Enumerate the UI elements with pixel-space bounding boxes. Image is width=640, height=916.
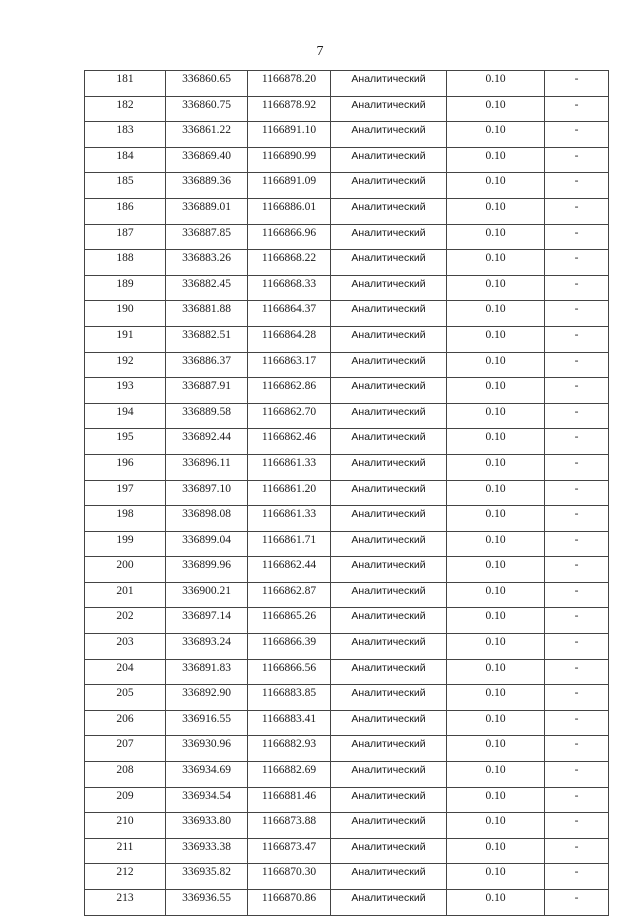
y-coordinate-cell: 1166864.37 — [248, 301, 331, 327]
accuracy-cell: 0.10 — [447, 813, 545, 839]
note-cell: - — [545, 685, 609, 711]
x-coordinate-cell: 336889.01 — [166, 198, 248, 224]
method-cell: Аналитический — [331, 736, 447, 762]
table-row — [85, 429, 609, 455]
point-number-cell: 209 — [85, 787, 166, 813]
method-cell: Аналитический — [331, 454, 447, 480]
accuracy-cell: 0.10 — [447, 198, 545, 224]
y-coordinate-cell: 1166862.46 — [248, 429, 331, 455]
x-coordinate-cell: 336896.11 — [166, 454, 248, 480]
point-number-cell: 206 — [85, 710, 166, 736]
method-cell: Аналитический — [331, 173, 447, 199]
y-coordinate-cell: 1166883.85 — [248, 685, 331, 711]
table-row — [85, 582, 609, 608]
note-cell: - — [545, 787, 609, 813]
note-cell: - — [545, 96, 609, 122]
x-coordinate-cell: 336935.82 — [166, 864, 248, 890]
note-cell: - — [545, 301, 609, 327]
table-row — [85, 531, 609, 557]
accuracy-cell: 0.10 — [447, 890, 545, 916]
point-number-cell: 203 — [85, 634, 166, 660]
point-number-cell: 191 — [85, 326, 166, 352]
table-row — [85, 198, 609, 224]
method-cell: Аналитический — [331, 250, 447, 276]
x-coordinate-cell: 336892.44 — [166, 429, 248, 455]
table-row — [85, 659, 609, 685]
x-coordinate-cell: 336897.14 — [166, 608, 248, 634]
table-row — [85, 224, 609, 250]
table-row — [85, 403, 609, 429]
note-cell: - — [545, 838, 609, 864]
y-coordinate-cell: 1166866.39 — [248, 634, 331, 660]
note-cell: - — [545, 813, 609, 839]
accuracy-cell: 0.10 — [447, 71, 545, 97]
y-coordinate-cell: 1166863.17 — [248, 352, 331, 378]
accuracy-cell: 0.10 — [447, 378, 545, 404]
table-row — [85, 864, 609, 890]
x-coordinate-cell: 336898.08 — [166, 506, 248, 532]
point-number-cell: 195 — [85, 429, 166, 455]
note-cell: - — [545, 557, 609, 583]
point-number-cell: 186 — [85, 198, 166, 224]
method-cell: Аналитический — [331, 506, 447, 532]
accuracy-cell: 0.10 — [447, 480, 545, 506]
point-number-cell: 201 — [85, 582, 166, 608]
point-number-cell: 197 — [85, 480, 166, 506]
accuracy-cell: 0.10 — [447, 557, 545, 583]
table-row — [85, 378, 609, 404]
method-cell: Аналитический — [331, 582, 447, 608]
table-row — [85, 454, 609, 480]
accuracy-cell: 0.10 — [447, 762, 545, 788]
method-cell: Аналитический — [331, 890, 447, 916]
y-coordinate-cell: 1166866.56 — [248, 659, 331, 685]
note-cell: - — [545, 250, 609, 276]
note-cell: - — [545, 480, 609, 506]
method-cell: Аналитический — [331, 608, 447, 634]
note-cell: - — [545, 454, 609, 480]
note-cell: - — [545, 710, 609, 736]
method-cell: Аналитический — [331, 275, 447, 301]
accuracy-cell: 0.10 — [447, 531, 545, 557]
method-cell: Аналитический — [331, 838, 447, 864]
note-cell: - — [545, 275, 609, 301]
accuracy-cell: 0.10 — [447, 96, 545, 122]
x-coordinate-cell: 336930.96 — [166, 736, 248, 762]
point-number-cell: 188 — [85, 250, 166, 276]
note-cell: - — [545, 608, 609, 634]
x-coordinate-cell: 336916.55 — [166, 710, 248, 736]
x-coordinate-cell: 336892.90 — [166, 685, 248, 711]
y-coordinate-cell: 1166862.86 — [248, 378, 331, 404]
table-row — [85, 557, 609, 583]
method-cell: Аналитический — [331, 429, 447, 455]
point-number-cell: 213 — [85, 890, 166, 916]
accuracy-cell: 0.10 — [447, 787, 545, 813]
y-coordinate-cell: 1166881.46 — [248, 787, 331, 813]
note-cell: - — [545, 71, 609, 97]
accuracy-cell: 0.10 — [447, 147, 545, 173]
table-row — [85, 147, 609, 173]
point-number-cell: 204 — [85, 659, 166, 685]
y-coordinate-cell: 1166868.22 — [248, 250, 331, 276]
x-coordinate-cell: 336899.04 — [166, 531, 248, 557]
x-coordinate-cell: 336897.10 — [166, 480, 248, 506]
y-coordinate-cell: 1166866.96 — [248, 224, 331, 250]
table-row — [85, 736, 609, 762]
method-cell: Аналитический — [331, 762, 447, 788]
accuracy-cell: 0.10 — [447, 864, 545, 890]
x-coordinate-cell: 336883.26 — [166, 250, 248, 276]
method-cell: Аналитический — [331, 787, 447, 813]
method-cell: Аналитический — [331, 480, 447, 506]
y-coordinate-cell: 1166862.44 — [248, 557, 331, 583]
method-cell: Аналитический — [331, 557, 447, 583]
table-row — [85, 787, 609, 813]
point-number-cell: 200 — [85, 557, 166, 583]
y-coordinate-cell: 1166878.20 — [248, 71, 331, 97]
method-cell: Аналитический — [331, 96, 447, 122]
accuracy-cell: 0.10 — [447, 582, 545, 608]
point-number-cell: 199 — [85, 531, 166, 557]
y-coordinate-cell: 1166862.70 — [248, 403, 331, 429]
y-coordinate-cell: 1166883.41 — [248, 710, 331, 736]
note-cell: - — [545, 864, 609, 890]
accuracy-cell: 0.10 — [447, 352, 545, 378]
table-row — [85, 173, 609, 199]
table-row — [85, 762, 609, 788]
method-cell: Аналитический — [331, 685, 447, 711]
x-coordinate-cell: 336900.21 — [166, 582, 248, 608]
point-number-cell: 181 — [85, 71, 166, 97]
table-body — [85, 71, 609, 916]
point-number-cell: 211 — [85, 838, 166, 864]
x-coordinate-cell: 336934.69 — [166, 762, 248, 788]
point-number-cell: 193 — [85, 378, 166, 404]
note-cell: - — [545, 736, 609, 762]
note-cell: - — [545, 352, 609, 378]
accuracy-cell: 0.10 — [447, 710, 545, 736]
accuracy-cell: 0.10 — [447, 429, 545, 455]
table-row — [85, 634, 609, 660]
accuracy-cell: 0.10 — [447, 173, 545, 199]
point-number-cell: 187 — [85, 224, 166, 250]
accuracy-cell: 0.10 — [447, 403, 545, 429]
y-coordinate-cell: 1166890.99 — [248, 147, 331, 173]
accuracy-cell: 0.10 — [447, 454, 545, 480]
note-cell: - — [545, 762, 609, 788]
x-coordinate-cell: 336891.83 — [166, 659, 248, 685]
y-coordinate-cell: 1166873.47 — [248, 838, 331, 864]
x-coordinate-cell: 336860.65 — [166, 71, 248, 97]
table-row — [85, 480, 609, 506]
note-cell: - — [545, 147, 609, 173]
note-cell: - — [545, 429, 609, 455]
y-coordinate-cell: 1166882.93 — [248, 736, 331, 762]
note-cell: - — [545, 224, 609, 250]
method-cell: Аналитический — [331, 71, 447, 97]
point-number-cell: 192 — [85, 352, 166, 378]
point-number-cell: 208 — [85, 762, 166, 788]
table-row — [85, 96, 609, 122]
note-cell: - — [545, 198, 609, 224]
x-coordinate-cell: 336936.55 — [166, 890, 248, 916]
point-number-cell: 184 — [85, 147, 166, 173]
y-coordinate-cell: 1166878.92 — [248, 96, 331, 122]
note-cell: - — [545, 173, 609, 199]
table-row — [85, 301, 609, 327]
method-cell: Аналитический — [331, 864, 447, 890]
table-row — [85, 250, 609, 276]
table-row — [85, 275, 609, 301]
table-row — [85, 326, 609, 352]
note-cell: - — [545, 890, 609, 916]
x-coordinate-cell: 336899.96 — [166, 557, 248, 583]
table-row — [85, 710, 609, 736]
x-coordinate-cell: 336860.75 — [166, 96, 248, 122]
x-coordinate-cell: 336934.54 — [166, 787, 248, 813]
point-number-cell: 210 — [85, 813, 166, 839]
method-cell: Аналитический — [331, 378, 447, 404]
table-row — [85, 890, 609, 916]
method-cell: Аналитический — [331, 224, 447, 250]
x-coordinate-cell: 336933.38 — [166, 838, 248, 864]
point-number-cell: 190 — [85, 301, 166, 327]
method-cell: Аналитический — [331, 531, 447, 557]
x-coordinate-cell: 336889.36 — [166, 173, 248, 199]
accuracy-cell: 0.10 — [447, 275, 545, 301]
note-cell: - — [545, 634, 609, 660]
table-row — [85, 838, 609, 864]
method-cell: Аналитический — [331, 403, 447, 429]
x-coordinate-cell: 336887.91 — [166, 378, 248, 404]
x-coordinate-cell: 336861.22 — [166, 122, 248, 148]
method-cell: Аналитический — [331, 659, 447, 685]
y-coordinate-cell: 1166891.10 — [248, 122, 331, 148]
y-coordinate-cell: 1166873.88 — [248, 813, 331, 839]
y-coordinate-cell: 1166861.33 — [248, 454, 331, 480]
y-coordinate-cell: 1166882.69 — [248, 762, 331, 788]
accuracy-cell: 0.10 — [447, 506, 545, 532]
x-coordinate-cell: 336869.40 — [166, 147, 248, 173]
accuracy-cell: 0.10 — [447, 634, 545, 660]
point-number-cell: 205 — [85, 685, 166, 711]
x-coordinate-cell: 336881.88 — [166, 301, 248, 327]
method-cell: Аналитический — [331, 147, 447, 173]
method-cell: Аналитический — [331, 326, 447, 352]
y-coordinate-cell: 1166870.30 — [248, 864, 331, 890]
point-number-cell: 189 — [85, 275, 166, 301]
method-cell: Аналитический — [331, 352, 447, 378]
accuracy-cell: 0.10 — [447, 736, 545, 762]
method-cell: Аналитический — [331, 813, 447, 839]
y-coordinate-cell: 1166864.28 — [248, 326, 331, 352]
coordinates-table — [84, 70, 609, 916]
y-coordinate-cell: 1166870.86 — [248, 890, 331, 916]
table-row — [85, 813, 609, 839]
y-coordinate-cell: 1166865.26 — [248, 608, 331, 634]
method-cell: Аналитический — [331, 710, 447, 736]
point-number-cell: 198 — [85, 506, 166, 532]
accuracy-cell: 0.10 — [447, 326, 545, 352]
note-cell: - — [545, 403, 609, 429]
y-coordinate-cell: 1166861.71 — [248, 531, 331, 557]
accuracy-cell: 0.10 — [447, 224, 545, 250]
accuracy-cell: 0.10 — [447, 838, 545, 864]
x-coordinate-cell: 336882.51 — [166, 326, 248, 352]
table-row — [85, 352, 609, 378]
method-cell: Аналитический — [331, 122, 447, 148]
note-cell: - — [545, 122, 609, 148]
note-cell: - — [545, 582, 609, 608]
accuracy-cell: 0.10 — [447, 608, 545, 634]
method-cell: Аналитический — [331, 634, 447, 660]
accuracy-cell: 0.10 — [447, 122, 545, 148]
table-row — [85, 506, 609, 532]
y-coordinate-cell: 1166861.33 — [248, 506, 331, 532]
note-cell: - — [545, 659, 609, 685]
point-number-cell: 182 — [85, 96, 166, 122]
point-number-cell: 185 — [85, 173, 166, 199]
point-number-cell: 207 — [85, 736, 166, 762]
table-row — [85, 685, 609, 711]
y-coordinate-cell: 1166868.33 — [248, 275, 331, 301]
page-number: 7 — [316, 44, 324, 59]
accuracy-cell: 0.10 — [447, 659, 545, 685]
note-cell: - — [545, 378, 609, 404]
table-row — [85, 608, 609, 634]
point-number-cell: 212 — [85, 864, 166, 890]
method-cell: Аналитический — [331, 301, 447, 327]
y-coordinate-cell: 1166891.09 — [248, 173, 331, 199]
table-row — [85, 71, 609, 97]
method-cell: Аналитический — [331, 198, 447, 224]
accuracy-cell: 0.10 — [447, 301, 545, 327]
x-coordinate-cell: 336889.58 — [166, 403, 248, 429]
point-number-cell: 194 — [85, 403, 166, 429]
table-row — [85, 122, 609, 148]
x-coordinate-cell: 336887.85 — [166, 224, 248, 250]
accuracy-cell: 0.10 — [447, 250, 545, 276]
point-number-cell: 183 — [85, 122, 166, 148]
x-coordinate-cell: 336882.45 — [166, 275, 248, 301]
note-cell: - — [545, 531, 609, 557]
x-coordinate-cell: 336893.24 — [166, 634, 248, 660]
point-number-cell: 196 — [85, 454, 166, 480]
note-cell: - — [545, 506, 609, 532]
y-coordinate-cell: 1166862.87 — [248, 582, 331, 608]
accuracy-cell: 0.10 — [447, 685, 545, 711]
y-coordinate-cell: 1166886.01 — [248, 198, 331, 224]
note-cell: - — [545, 326, 609, 352]
x-coordinate-cell: 336933.80 — [166, 813, 248, 839]
y-coordinate-cell: 1166861.20 — [248, 480, 331, 506]
x-coordinate-cell: 336886.37 — [166, 352, 248, 378]
point-number-cell: 202 — [85, 608, 166, 634]
